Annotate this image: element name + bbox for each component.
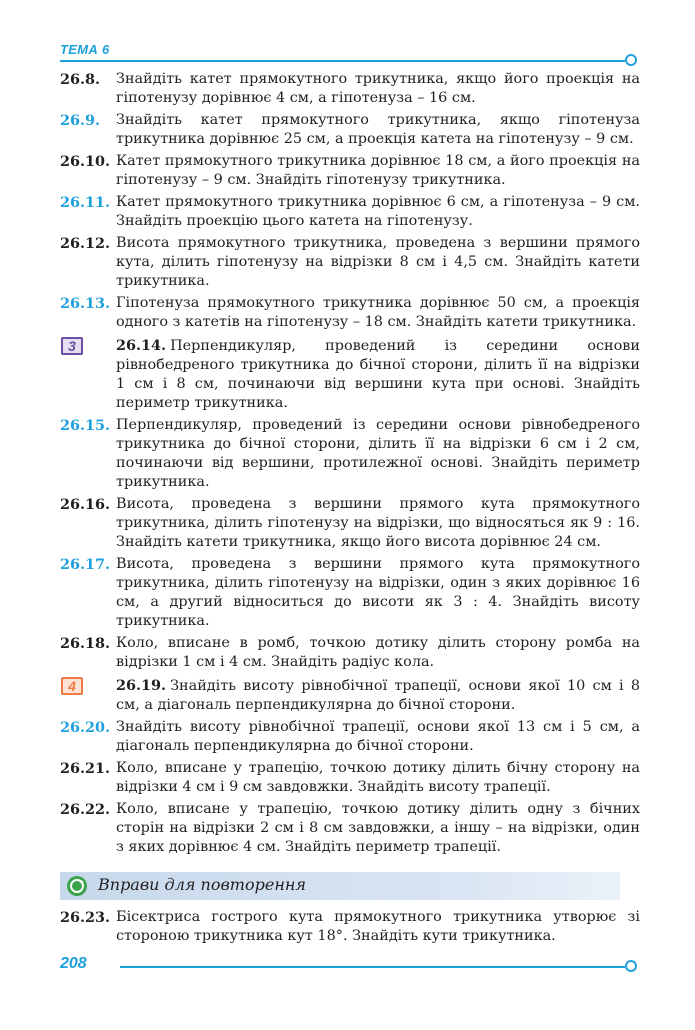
problem-number: 26.16. bbox=[60, 496, 111, 513]
problem-text: Знайдіть висоту рівнобічної трапеції, основи якої 10 см і 8 см, а діагональ перпендикулярна до бічної сторони. bbox=[116, 678, 640, 713]
top-rule bbox=[60, 60, 625, 62]
page-number: 208 bbox=[60, 955, 87, 972]
problem-text: Перпендикуляр, проведений із середини основи рівнобедреного трикутника до бічної сторони, ділить її на відрізки 6 см і 2 см, починаючи від вершини, протилежної основі. Знайдіть периметр трикутника. bbox=[116, 417, 640, 490]
problem-number: 26.21. bbox=[60, 760, 111, 777]
problem-26-21 bbox=[60, 759, 640, 797]
bottom-rule bbox=[120, 966, 625, 968]
topic-header: ТЕМА 6 bbox=[60, 42, 110, 57]
problem-list bbox=[60, 70, 640, 860]
problem-number: 26.12. bbox=[60, 235, 111, 252]
problem-26-20 bbox=[60, 718, 640, 756]
problem-26-22 bbox=[60, 800, 640, 857]
problem-text: Гіпотенуза прямокутного трикутника дорівнює 50 см, а проекція одного з катетів на гіпотенузу – 18 см. Знайдіть катети трикутника. bbox=[116, 295, 640, 330]
top-rule-ring bbox=[625, 54, 637, 66]
problem-number: 26.10. bbox=[60, 153, 111, 170]
problem-26-11 bbox=[60, 193, 640, 231]
problem-text: Висота, проведена з вершини прямого кута прямокутного трикутника, ділить гіпотенузу на відрізки, один з яких дорівнює 16 см, а другий відноситься до висоти як 3 : 4. Знайдіть висоту трикутника. bbox=[116, 556, 640, 629]
problem-number: 26.17. bbox=[60, 556, 111, 573]
problem-text: Перпендикуляр, проведений із середини основи рівнобедреного трикутника до бічної сторони, ділить її на відрізки 1 см і 8 см, починаючи від вершини кута при основі. Знайдіть периметр трикутника. bbox=[116, 338, 640, 411]
problem-26-23 bbox=[60, 908, 640, 946]
problem-number: 26.23. bbox=[60, 909, 111, 926]
problem-number: 26.9. bbox=[60, 112, 101, 129]
problem-26-8 bbox=[60, 70, 640, 108]
problem-26-16 bbox=[60, 495, 640, 552]
problem-26-13 bbox=[60, 294, 640, 332]
problem-number: 26.8. bbox=[60, 71, 101, 88]
problem-26-12 bbox=[60, 234, 640, 291]
problem-number: 26.13. bbox=[60, 295, 111, 312]
repeat-section-title: Вправи для повторення bbox=[98, 875, 306, 894]
problem-text: Знайдіть висоту рівнобічної трапеції, основи якої 13 см і 5 см, а діагональ перпендикулярна до бічної сторони. bbox=[116, 719, 640, 754]
problem-number: 26.18. bbox=[60, 635, 111, 652]
level-3-badge: 3 bbox=[61, 337, 83, 355]
problem-text: Знайдіть катет прямокутного трикутника, якщо гіпотенуза трикутника дорівнює 25 см, а проекція катета на гіпотенузу – 9 см. bbox=[116, 112, 640, 147]
problem-text: Висота прямокутного трикутника, проведена з вершини прямого кута, ділить гіпотенузу на відрізки 8 см і 4,5 см. Знайдіть катети трикутника. bbox=[116, 235, 640, 289]
problem-number: 26.19. bbox=[116, 677, 167, 694]
problem-26-19 bbox=[60, 676, 640, 715]
problem-text: Катет прямокутного трикутника дорівнює 6 см, а гіпотенуза – 9 см. Знайдіть проекцію цього катета на гіпотенузу. bbox=[116, 194, 640, 229]
problem-text: Коло, вписане у трапецію, точкою дотику ділить одну з бічних сторін на відрізки 2 см і 8 см завдовжки, а іншу – на відрізки, один з яких дорівнює 4 см. Знайдіть периметр трапеції. bbox=[116, 801, 640, 855]
bottom-rule-ring bbox=[625, 960, 637, 972]
problem-number: 26.14. bbox=[116, 337, 167, 354]
problem-26-10 bbox=[60, 152, 640, 190]
repeat-problem-list bbox=[60, 908, 640, 949]
problem-text: Катет прямокутного трикутника дорівнює 18 см, а його проекція на гіпотенузу – 9 см. Знайдіть гіпотенузу трикутника. bbox=[116, 153, 640, 188]
problem-number: 26.20. bbox=[60, 719, 111, 736]
problem-text: Бісектриса гострого кута прямокутного трикутника утворює зі стороною трикутника кут 18°. Знайдіть кути трикутника. bbox=[116, 909, 640, 944]
repeat-section-banner bbox=[60, 872, 620, 900]
problem-text: Знайдіть катет прямокутного трикутника, якщо його проекція на гіпотенузу дорівнює 4 см, а гіпотенуза – 16 см. bbox=[116, 71, 640, 106]
problem-number: 26.11. bbox=[60, 194, 111, 211]
refresh-cycle-icon bbox=[66, 875, 88, 897]
level-4-badge: 4 bbox=[61, 677, 83, 695]
problem-text: Висота, проведена з вершини прямого кута прямокутного трикутника, ділить гіпотенузу на відрізки, що відносяться як 9 : 16. Знайдіть катети трикутника, якщо його висота дорівнює 24 см. bbox=[116, 496, 640, 550]
problem-26-15 bbox=[60, 416, 640, 492]
problem-text: Коло, вписане в ромб, точкою дотику ділить сторону ромба на відрізки 1 см і 4 см. Знайдіть радіус кола. bbox=[116, 635, 640, 670]
problem-26-17 bbox=[60, 555, 640, 631]
problem-26-18 bbox=[60, 634, 640, 672]
problem-number: 26.15. bbox=[60, 417, 111, 434]
problem-number: 26.22. bbox=[60, 801, 111, 818]
problem-26-9 bbox=[60, 111, 640, 149]
problem-text: Коло, вписане у трапецію, точкою дотику ділить бічну сторону на відрізки 4 см і 9 см завдовжки. Знайдіть висоту трапеції. bbox=[116, 760, 640, 795]
problem-26-14 bbox=[60, 336, 640, 413]
